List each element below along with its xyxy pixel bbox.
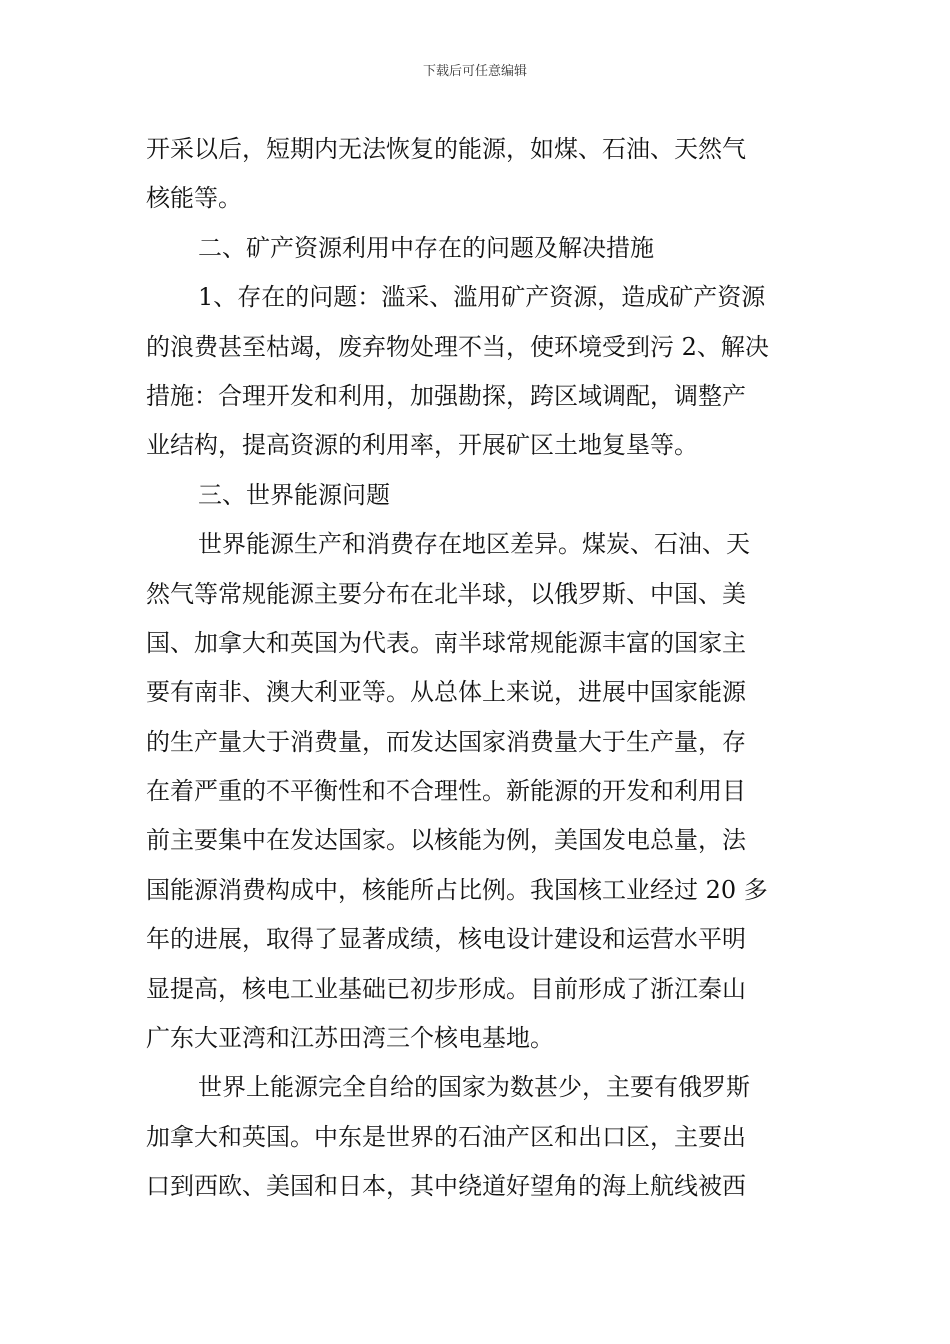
text-line: 显提高，核电工业基础已初步形成。目前形成了浙江秦山 <box>146 974 746 1003</box>
text-line: 加拿大和英国。中东是世界的石油产区和出口区，主要出 <box>146 1122 746 1151</box>
text-line: 广东大亚湾和江苏田湾三个核电基地。 <box>146 1024 554 1053</box>
text-line: 国能源消费构成中，核能所占比例。我国核工业经过 20 多 <box>146 875 768 904</box>
section-heading: 三、世界能源问题 <box>198 480 390 509</box>
text-line: 核能等。 <box>146 184 242 213</box>
text-line: 世界上能源完全自给的国家为数甚少，主要有俄罗斯 <box>198 1073 750 1102</box>
text-line: 要有南非、澳大利亚等。从总体上来说，进展中国家能源 <box>146 678 746 707</box>
text-line: 业结构，提高资源的利用率，开展矿区土地复垦等。 <box>146 431 698 460</box>
section-heading: 二、矿产资源利用中存在的问题及解决措施 <box>198 233 654 262</box>
text-line: 世界能源生产和消费存在地区差异。煤炭、石油、天 <box>198 530 750 559</box>
text-line: 措施：合理开发和利用，加强勘探，跨区域调配，调整产 <box>146 381 746 410</box>
text-line: 开采以后，短期内无法恢复的能源，如煤、石油、天然气 <box>146 135 746 163</box>
page-header: 下载后可任意编辑 <box>422 64 527 79</box>
document-body <box>146 125 806 1212</box>
text-line: 然气等常规能源主要分布在北半球，以俄罗斯、中国、美 <box>146 579 746 608</box>
text-line: 前主要集中在发达国家。以核能为例，美国发电总量，法 <box>146 826 746 855</box>
text-line: 的浪费甚至枯竭，废弃物处理不当，使环境受到污 2、解决 <box>146 332 769 361</box>
text-line: 口到西欧、美国和日本，其中绕道好望角的海上航线被西 <box>146 1172 746 1201</box>
text-line: 的生产量大于消费量，而发达国家消费量大于生产量，存 <box>146 727 746 756</box>
text-line: 1、存在的问题：滥采、滥用矿产资源，造成矿产资源 <box>198 283 766 312</box>
text-line: 国、加拿大和英国为代表。南半球常规能源丰富的国家主 <box>146 628 746 657</box>
text-line: 年的进展，取得了显著成绩，核电设计建设和运营水平明 <box>146 925 746 954</box>
text-line: 在着严重的不平衡性和不合理性。新能源的开发和利用目 <box>146 777 746 806</box>
